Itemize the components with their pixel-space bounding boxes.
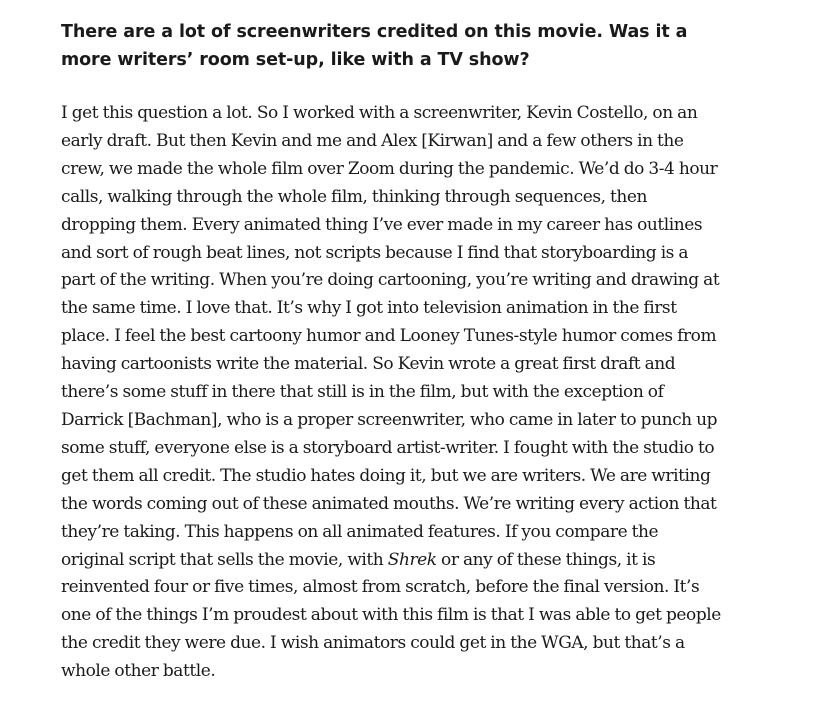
answer-text-part-2: or any of these things, it is reinvented four or five times, almost from scratch, before the final version. It’s one of the things I’m proudest about with this film is that I was able to get people the credit they were due. I wish animators could get in the WGA, but that’s a whole other battle. [61, 549, 721, 682]
film-title-italic: Shrek [387, 549, 437, 570]
interview-article [61, 18, 721, 686]
interview-question: There are a lot of screenwriters credited on this movie. Was it a more writers’ room set-up, like with a TV show? [61, 22, 688, 70]
answer-text-part-1: I get this question a lot. So I worked with a screenwriter, Kevin Costello, on an early draft. But then Kevin and me and Alex [Kirwan] and a few others in the crew, we made the whole film over Zoom during the pandemic. We’d do 3-4 hour calls, walking through the whole film, thinking through sequences, then dropping them. Every animated thing I’ve ever made in my career has outlines and sort of rough beat lines, not scripts because I find that storyboarding is a part of the writing. When you’re doing cartooning, you’re writing and drawing at the same time. I love that. It’s why I got into television animation in the first place. I feel the best cartoony humor and Looney Tunes-style humor comes from having cartoonists write the material. So Kevin wrote a great first draft and there’s some stuff in there that still is in the film, but with the exception of Darrick [Bachman], who is a proper screenwriter, who came in later to punch up some stuff, everyone else is a storyboard artist-writer. I fought with the studio to get them all credit. The studio hates doing it, but we are writers. We are writing the words coming out of these animated mouths. We’re writing every action that they’re taking. This happens on all animated features. If you compare the original script that sells the movie, with [61, 103, 720, 570]
interview-answer [61, 100, 721, 686]
